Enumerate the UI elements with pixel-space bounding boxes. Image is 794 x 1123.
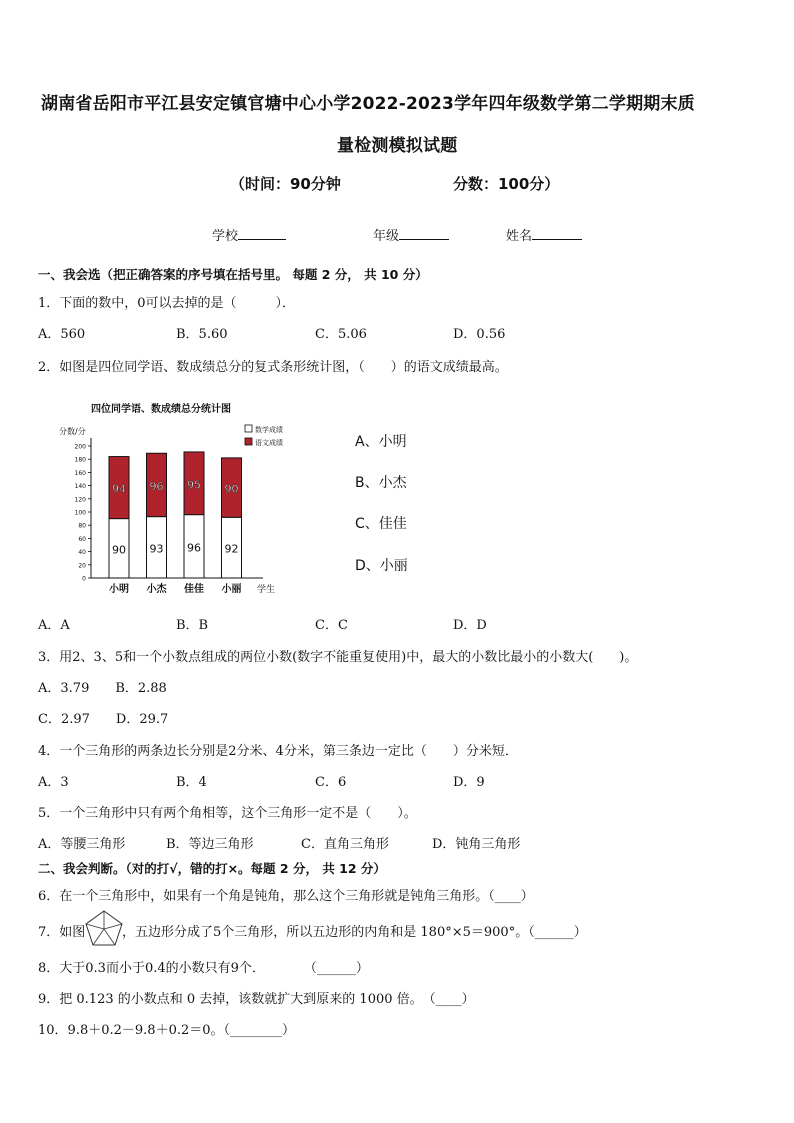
q3-options-ab[interactable]: A．3.79 B．2.88	[38, 681, 167, 696]
q2-option-d[interactable]: D．D	[453, 618, 487, 633]
question-6: 6．在一个三角形中，如果有一个角是钝角，那么这个三角形就是钝角三角形。（____）	[38, 889, 534, 904]
y-tick-label: 0	[82, 575, 86, 583]
data-label-chinese: 96	[149, 479, 164, 493]
y-tick-label: 160	[74, 469, 86, 477]
q1-option-c[interactable]: C．5.06	[315, 327, 367, 342]
question-3: 3．用2、3、5和一个小数点组成的两位小数(数字不能重复使用)中，最大的小数比最小的小数大( )。	[38, 650, 638, 665]
grade-field: 年级	[373, 225, 449, 244]
section-heading-judge: 二、我会判断。（对的打√，错的打×。每题 2 分， 共 12 分）	[38, 861, 386, 876]
section-heading-choice: 一、我会选（把正确答案的序号填在括号里。 每题 2 分， 共 10 分）	[38, 267, 428, 282]
bar-chart	[55, 396, 285, 602]
data-label-math: 93	[149, 542, 164, 556]
question-8: 8．大于0.3而小于0.4的小数只有9个． （______）	[38, 961, 369, 976]
question-7: ，五边形分成了5个三角形，所以五边形的内角和是 180°×5＝900°。（______）	[122, 925, 587, 940]
q5-option-c[interactable]: C．直角三角形	[301, 837, 389, 852]
q2-option-c[interactable]: C．C	[315, 618, 348, 633]
page-title-line2: 量检测模拟试题	[337, 136, 458, 156]
y-tick-label: 60	[78, 535, 86, 543]
data-label-math: 92	[224, 542, 239, 556]
chart-legend	[245, 425, 283, 447]
name-field: 姓名	[506, 225, 582, 244]
q3-options-cd[interactable]: C．2.97 D．29.7	[38, 712, 169, 727]
y-tick-label: 180	[74, 456, 86, 464]
question-4: 4．一个三角形的两条边长分别是2分米、4分米，第三条边一定比（ ）分米短．	[38, 744, 518, 759]
page-title: 湖南省岳阳市平江县安定镇官塘中心小学2022-2023学年四年级数学第二学期期末质	[41, 94, 695, 114]
data-label-math: 90	[112, 543, 126, 557]
y-tick-label: 20	[78, 562, 86, 570]
data-label-chinese: 95	[187, 478, 201, 492]
data-label-chinese: 94	[112, 482, 126, 496]
q1-option-b[interactable]: B．5.60	[176, 327, 228, 342]
question-2: 2．如图是四位同学语、数成绩总分的复式条形统计图，（ ）的语文成绩最高。	[38, 360, 508, 375]
category-label: 小明	[109, 584, 129, 595]
y-tick-label: 80	[78, 522, 86, 530]
pentagon-figure	[84, 909, 124, 947]
q4-option-c[interactable]: C．6	[315, 775, 347, 790]
question-10: 10．9.8＋0.2－9.8＋0.2＝0。（________）	[38, 1023, 296, 1038]
q5-option-b[interactable]: B．等边三角形	[166, 837, 254, 852]
legend-label-chinese: 语文成绩	[255, 439, 283, 447]
question-1: 1．下面的数中，0可以去掉的是（ ）．	[38, 296, 296, 311]
school-field: 学校	[212, 225, 286, 244]
q1-option-d[interactable]: D．0.56	[453, 327, 506, 342]
q4-option-b[interactable]: B．4	[176, 775, 207, 790]
name-blank[interactable]	[532, 227, 582, 240]
y-tick-label: 100	[74, 509, 86, 517]
grade-blank[interactable]	[399, 227, 449, 240]
exam-score: 分数：100分）	[453, 175, 560, 193]
q5-option-a[interactable]: A．等腰三角形	[38, 837, 126, 852]
category-label: 小丽	[221, 584, 242, 595]
y-tick-label: 120	[74, 496, 86, 504]
category-label: 佳佳	[184, 584, 204, 595]
chart-title: 四位同学语、数成绩总分统计图	[91, 404, 231, 415]
q2-choice-c: C、佳佳	[355, 516, 407, 532]
question-9: 9．把 0.123 的小数点和 0 去掉，该数就扩大到原来的 1000 倍。 （____）	[38, 992, 475, 1007]
category-label: 小杰	[146, 584, 167, 595]
school-blank[interactable]	[238, 227, 286, 240]
q2-choice-a: A、小明	[355, 434, 407, 450]
legend-swatch-chinese	[245, 438, 252, 445]
q4-option-a[interactable]: A．3	[38, 775, 69, 790]
q2-choice-b: B、小杰	[355, 475, 407, 491]
y-tick-label: 40	[78, 549, 86, 557]
x-axis-label: 学生	[257, 585, 276, 595]
q2-choice-d: D、小丽	[355, 558, 408, 574]
question-7-prefix: 7．如图	[38, 925, 86, 940]
legend-swatch-math	[245, 425, 252, 432]
exam-time: （时间：90分钟	[230, 175, 341, 193]
q2-option-a[interactable]: A．A	[38, 618, 70, 633]
q4-option-d[interactable]: D．9	[453, 775, 485, 790]
legend-label-math: 数学成绩	[255, 426, 283, 434]
y-axis-label: 分数/分	[59, 427, 86, 436]
data-label-chinese: 90	[224, 482, 239, 496]
y-tick-label: 140	[74, 483, 86, 491]
data-label-math: 96	[187, 541, 201, 555]
question-5: 5．一个三角形中只有两个角相等，这个三角形一定不是（ ）。	[38, 806, 417, 821]
q2-option-b[interactable]: B．B	[176, 618, 209, 633]
y-tick-label: 200	[74, 443, 86, 451]
q1-option-a[interactable]: A．560	[38, 327, 86, 342]
q5-option-d[interactable]: D．钝角三角形	[432, 837, 521, 852]
